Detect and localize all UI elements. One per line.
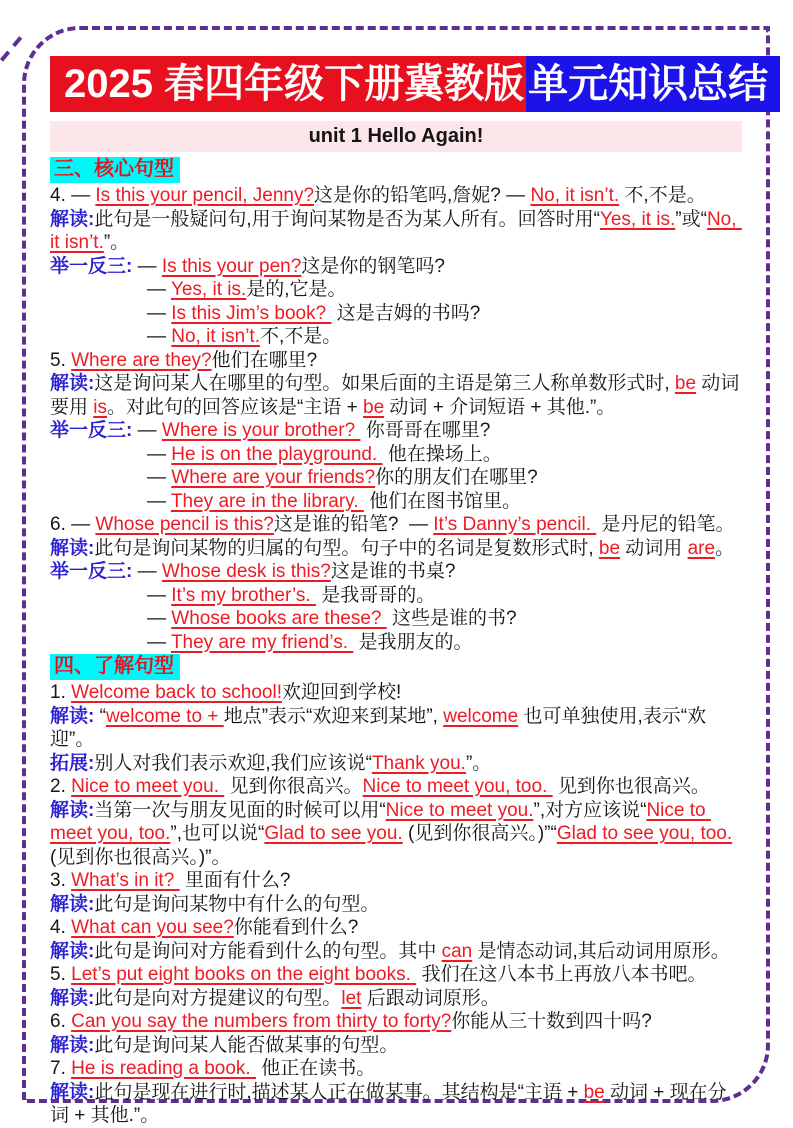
body-text: 这是吉姆的书吗? <box>331 302 481 324</box>
content-line <box>50 1010 742 1034</box>
english-phrase: What’s in it? <box>71 870 180 891</box>
english-phrase: Welcome back to school! <box>71 682 282 703</box>
body-text: 这是你的铅笔吗,詹妮? — <box>314 185 531 206</box>
content-line <box>50 513 742 537</box>
body-text: 。 <box>715 537 735 559</box>
content-line <box>50 987 742 1011</box>
title-blue-part: 单元知识总结 <box>526 56 780 112</box>
english-phrase: Nice to meet you. <box>385 799 534 821</box>
label-text: 解读: <box>50 940 95 962</box>
body-text: 动词 + 现在分词 + 其他.”。 <box>50 1081 727 1126</box>
content-line <box>50 490 742 514</box>
body-text: 此句是一般疑问句,用于询问某物是否为某人所有。回答时用“ <box>94 208 600 230</box>
content-line <box>50 584 742 608</box>
english-phrase: Glad to see you. <box>264 823 403 844</box>
content-line <box>50 869 742 893</box>
section-header: 三、核心句型 <box>50 157 180 183</box>
body-text: 他们在哪里? <box>211 349 318 371</box>
body-text: 动词 + 介词短语 + 其他.”。 <box>384 396 616 418</box>
english-phrase: Is this Jim’s book? <box>171 302 332 324</box>
content-line <box>50 184 742 208</box>
body-text: 此句是询问对方能看到什么的句型。其中 <box>94 940 442 962</box>
body-text: ”。 <box>103 232 130 253</box>
english-phrase: Let’s put eight books on the eight books. <box>71 964 417 985</box>
label-text: 解读: <box>50 799 95 821</box>
english-phrase: be <box>674 373 697 394</box>
body-text: 也可单独使用,表示“欢迎”。 <box>50 705 707 750</box>
body-text: 这是你的钢笔吗? <box>301 255 445 277</box>
content-line <box>50 1081 742 1128</box>
body-text: 6. <box>50 1011 72 1032</box>
english-phrase: They are in the library. <box>170 490 364 512</box>
section-header: 四、了解句型 <box>50 654 180 680</box>
body-text: 当第一次与朋友见面的时候可以用“ <box>94 799 386 821</box>
label-text: 解读: <box>50 537 95 559</box>
english-phrase: are <box>687 537 716 559</box>
body-text: 这些是谁的书? <box>386 608 517 629</box>
english-phrase: It’s my brother’s. <box>171 584 316 606</box>
english-phrase: Thank you. <box>371 752 466 774</box>
body-text: ”,也可以说“ <box>170 823 265 844</box>
english-phrase: Where are your friends? <box>171 467 376 488</box>
label-text: 拓展: <box>50 752 95 774</box>
english-phrase: Nice to meet you. <box>71 776 225 797</box>
label-text: 解读: <box>50 987 95 1009</box>
body-text: 此句是询问某人能否做某事的句型。 <box>94 1034 399 1056</box>
body-text: 此句是询问某物的归属的句型。句子中的名词是复数形式时, <box>94 537 599 559</box>
label-text: 举一反三: <box>50 255 133 277</box>
body-text: (见到你也很高兴。)”。 <box>50 823 738 868</box>
english-phrase: He is on the playground. <box>171 443 383 465</box>
body-text: — <box>147 631 171 653</box>
body-text: 是我朋友的。 <box>353 631 473 653</box>
content-line <box>50 466 742 490</box>
body-text: 不,不是。 <box>259 326 342 347</box>
body-text: — <box>147 279 171 300</box>
english-phrase: welcome <box>443 705 519 727</box>
english-phrase: Nice to meet you, too. <box>50 799 711 844</box>
english-phrase: No, it isn’t. <box>50 208 742 253</box>
body-text: 此句是向对方提建议的句型。 <box>94 987 342 1009</box>
body-text: 是我哥哥的。 <box>315 584 436 606</box>
content-line <box>50 302 742 326</box>
content-line <box>50 208 742 255</box>
body-text: — <box>147 443 172 465</box>
body-text: 5. <box>50 964 72 985</box>
english-phrase: Is this your pencil, Jenny? <box>95 185 315 206</box>
content-line <box>50 775 742 799</box>
english-phrase: Yes, it is. <box>599 208 676 230</box>
content-line <box>50 372 742 419</box>
body-text: ”,对方应该说“ <box>533 799 647 821</box>
content-line <box>50 278 742 302</box>
label-text: 举一反三: <box>50 420 133 441</box>
body-text: 6. — <box>50 514 96 535</box>
body-text: 见到你很高兴。 <box>224 776 363 797</box>
label-text: 解读: <box>50 1081 95 1103</box>
english-phrase: Nice to meet you, too. <box>362 776 553 797</box>
english-phrase: Whose pencil is this? <box>95 514 274 535</box>
body-text: 我们在这八本书上再放八本书吧。 <box>416 964 707 985</box>
body-text: ”。 <box>465 752 492 774</box>
content-line <box>50 1057 742 1081</box>
body-text: 他正在读书。 <box>255 1058 376 1079</box>
english-phrase: let <box>341 987 362 1009</box>
english-phrase: Whose books are these? <box>171 608 387 629</box>
page-title <box>50 56 769 112</box>
body-text: 这是询问某人在哪里的句型。如果后面的主语是第三人称单数形式时, <box>94 373 675 394</box>
english-phrase: be <box>598 537 621 559</box>
body-text: 是情态动词,其后动词用原形。 <box>472 940 730 962</box>
body-text: 你哥哥在哪里? <box>360 420 491 441</box>
body-text: 7. <box>50 1058 72 1079</box>
content-line <box>50 537 742 561</box>
body-text: 别人对我们表示欢迎,我们应该说“ <box>94 752 372 774</box>
english-phrase: Can you say the numbers from thirty to forty? <box>71 1011 452 1032</box>
body-text: 2. <box>50 776 72 797</box>
english-phrase: No, it isn’t. <box>171 326 260 347</box>
border-corner-flourish <box>0 36 22 74</box>
page-border <box>22 26 770 1126</box>
content-line <box>50 560 742 584</box>
section-row <box>50 654 742 681</box>
body-text: ”或“ <box>675 208 707 230</box>
body-text: 地点”表示“欢迎来到某地”, <box>223 705 444 727</box>
content-line <box>50 681 742 705</box>
content-line <box>50 349 742 373</box>
body-text: 你能看到什么? <box>233 917 359 938</box>
body-text: — <box>132 561 162 582</box>
content-line <box>50 752 742 776</box>
label-text: 解读: <box>50 373 95 394</box>
body-text: 你能从三十数到四十吗? <box>451 1011 652 1032</box>
body-text: 后跟动词原形。 <box>361 987 500 1009</box>
unit-subtitle: unit 1 Hello Again! <box>50 121 742 152</box>
english-phrase: What can you see? <box>71 917 234 938</box>
content-line <box>50 255 742 279</box>
content-line <box>50 940 742 964</box>
english-phrase: be <box>583 1081 605 1103</box>
english-phrase: welcome to + <box>105 705 224 727</box>
content-line <box>50 916 742 940</box>
title-red-part: 2025 春四年级下册冀教版 <box>50 56 526 112</box>
content-line <box>50 705 742 752</box>
content-line <box>50 607 742 631</box>
content-line <box>50 1034 742 1058</box>
content-line <box>50 631 742 655</box>
body-text: (见到你很高兴。)”“ <box>402 823 557 844</box>
body-text: — <box>147 467 172 488</box>
label-text: 解读: <box>50 1034 95 1056</box>
body-text: 此句是现在进行时,描述某人正在做某事。其结构是“主语 + <box>94 1081 584 1103</box>
body-text: 动词要用 <box>50 373 740 418</box>
english-phrase: No, it isn’t. <box>530 185 620 206</box>
english-phrase: Whose desk is this? <box>161 561 331 582</box>
body-text: 4. — <box>50 185 96 206</box>
label-text: 解读: <box>50 705 95 727</box>
english-phrase: Yes, it is. <box>170 279 247 300</box>
body-text: 是的,它是。 <box>246 279 347 300</box>
body-text: — <box>147 490 171 512</box>
body-text: 见到你也很高兴。 <box>552 776 710 797</box>
body-text: — <box>132 420 162 441</box>
body-text: 欢迎回到学校! <box>281 682 402 703</box>
content-line <box>50 893 742 917</box>
body-text: 这是谁的书桌? <box>330 561 456 582</box>
body-text: — <box>132 255 162 277</box>
body-text: 他在操场上。 <box>382 443 502 465</box>
body-text: 1. <box>50 682 72 703</box>
content-line <box>50 325 742 349</box>
body-text: 不,不是。 <box>619 185 706 206</box>
label-text: 举一反三: <box>50 561 133 582</box>
label-text: 解读: <box>50 893 95 915</box>
body-text: 这是谁的铅笔? — <box>273 514 434 535</box>
content-line <box>50 443 742 467</box>
body-text: — <box>147 302 172 324</box>
body-text: 此句是询问某物中有什么的句型。 <box>94 893 380 915</box>
body-text: “ <box>94 705 106 727</box>
english-phrase: is <box>93 396 108 418</box>
body-text: 动词用 <box>620 537 688 559</box>
label-text: 解读: <box>50 208 95 230</box>
body-text: 3. <box>50 870 72 891</box>
english-phrase: Is this your pen? <box>161 255 302 277</box>
body-text: 4. <box>50 917 72 938</box>
english-phrase: be <box>363 396 385 418</box>
english-phrase: Where is your brother? <box>161 420 361 441</box>
body-text: 里面有什么? <box>179 870 291 891</box>
body-text: 是丹尼的铅笔。 <box>596 514 735 535</box>
english-phrase: It’s Danny’s pencil. <box>433 514 597 535</box>
body-text: — <box>147 326 172 347</box>
content-line <box>50 419 742 443</box>
body-text: 他们在图书馆里。 <box>363 490 522 512</box>
english-phrase: Glad to see you, too. <box>556 823 733 844</box>
body-text: — <box>147 608 172 629</box>
body-text: 。对此句的回答应该是“主语 + <box>107 396 363 418</box>
english-phrase: They are my friend’s. <box>170 631 354 653</box>
content-line <box>50 799 742 870</box>
content-area <box>50 157 742 1128</box>
english-phrase: can <box>441 940 473 962</box>
english-phrase: Where are they? <box>71 349 212 371</box>
body-text: — <box>147 584 172 606</box>
content-line <box>50 963 742 987</box>
section-row <box>50 157 742 184</box>
english-phrase: He is reading a book. <box>71 1058 256 1079</box>
body-text: 5. <box>50 349 72 371</box>
body-text: 你的朋友们在哪里? <box>375 467 538 488</box>
